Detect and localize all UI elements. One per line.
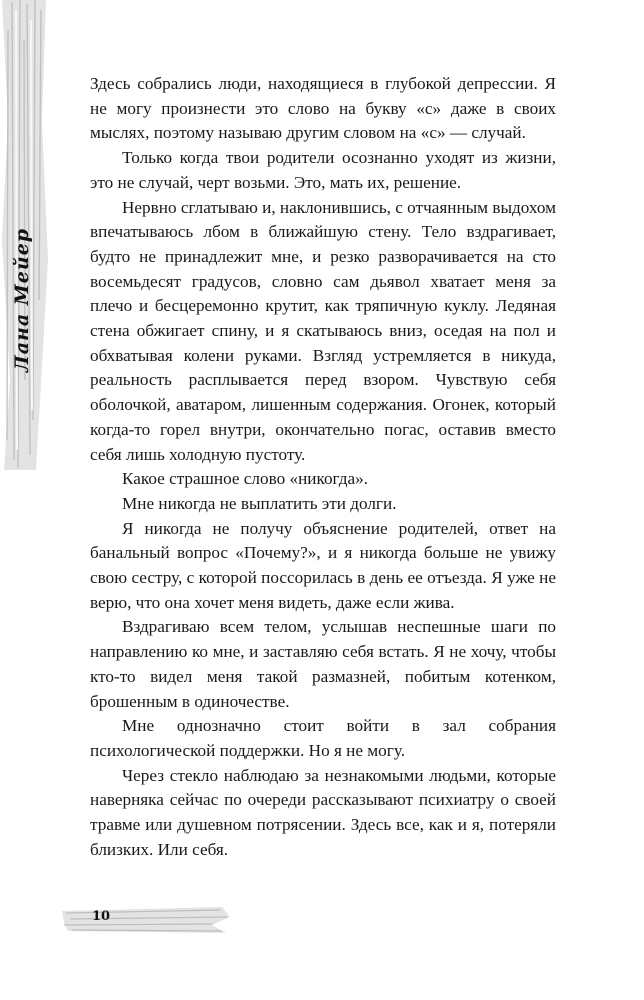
body-text bbox=[90, 72, 556, 863]
paragraph: Здесь собрались люди, находящиеся в глубокой депрессии. Я не могу произнести это слово на букву «с» даже в своих мыслях, поэтому называю другим словом на «с» — случай. bbox=[90, 74, 556, 143]
page-number: 10 bbox=[92, 909, 111, 924]
paragraph: Я никогда не получу объяснение родителей, ответ на банальный вопрос «Почему?», и я никогда больше не увижу свою сестру, с которой поссорилась в день ее отъезда. Я уже не верю, что она хочет меня видеть, даже если жива. bbox=[90, 518, 556, 612]
side-author-name: Лана Мейер bbox=[11, 227, 33, 373]
paragraph: Мне никогда не выплатить эти долги. bbox=[122, 493, 397, 513]
paragraph: Нервно сглатываю и, наклонившись, с отчаянным выдохом впечатываюсь лбом в ближайшую стену. Тело вздрагивает, будто не принадлежит мне, и резко разворачивается на сто восемьдесят градусов, словно сам дьявол хватает меня за плечо и бесцеремонно крутит, как тряпичную куклу. Ледяная стена обжигает спину, и я скатываюсь вниз, оседая на пол и обхватывая колени руками. Взгляд устремляется в никуда, реальность расплывается перед взором. Чувствую себя оболочкой, аватаром, лишенным содержания. Огонек, который когда-то горел внутри, окончательно погас, оставив вместо себя лишь холодную пустоту. bbox=[90, 197, 557, 464]
paragraph: Через стекло наблюдаю за незнакомыми людьми, которые наверняка сейчас по очереди рассказывают психиатру о своей травме или душевном потрясении. Здесь все, как и я, потеряли близких. Или себя. bbox=[90, 765, 556, 859]
paragraph: Какое страшное слово «никогда». bbox=[122, 469, 369, 489]
paragraph: Мне однозначно стоит войти в зал собрания психологической поддержки. Но я не могу. bbox=[90, 716, 556, 760]
paragraph: Вздрагиваю всем телом, услышав неспешные шаги по направлению ко мне, и заставляю себя встать. Я не хочу, чтобы кто-то видел меня такой размазней, побитым котенком, брошенным в одиночестве. bbox=[90, 617, 556, 711]
footer-brush-band bbox=[62, 905, 232, 935]
paragraph: Только когда твои родители осознанно уходят из жизни, это не случай, черт возьми. Это, мать их, решение. bbox=[90, 148, 556, 192]
